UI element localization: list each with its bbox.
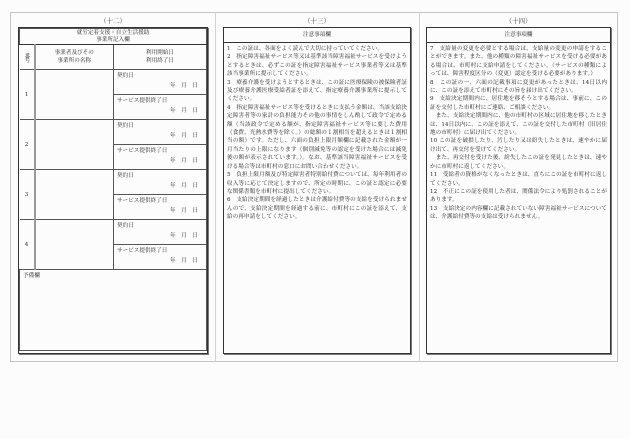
provider-record-table-box <box>18 27 208 354</box>
provider-name-cell[interactable] <box>35 170 114 220</box>
note-item: 10 この証を破損したり、汚したり又は紛失したときは、速やかに届け出て、再交付を受けてください。 <box>430 138 607 153</box>
note-item: 8 この証の一、六面の記載事項に変更があったときは、14日以内に、この証を添えて市町村にその旨を届け出てください。 <box>430 79 607 95</box>
notes-box-13 <box>223 27 411 354</box>
table-heading-line1: 就労定着支援・自立生活援助 <box>76 30 150 36</box>
note-item: 7 支給量の変更を必要とする場合は、支給量の変更の申請をすることができます。また、他の種類の障害福祉サービスを受ける必要がある場合は、市町村に支給申請をしてください。（サービスの種類によっては、障害程度区分の（変更）認定を受ける必要があります。） <box>430 46 607 78</box>
service-end-date-cell[interactable]: サービス提供終了日 年 月 日 <box>114 245 207 270</box>
note-item: 3 療養介護を受けようとするときは、この証に医療保険の被保険者証及び療養介護医療受給者証を添えて、指定療養介護事業所に提示してください。 <box>227 79 407 103</box>
panel-13-title: （十三） <box>304 17 330 25</box>
panel-divider <box>215 12 216 362</box>
contract-date-cell[interactable]: 契約日 年 月 日 <box>114 120 207 145</box>
contract-date-cell[interactable]: 契約日 年 月 日 <box>114 220 207 245</box>
column-header-dates: 利用開始日 利用終了日 <box>114 45 207 70</box>
note-item: 4 指定障害福祉サービス等を受けるときに支払う金額は、当該支給決定障害者等の家計の負担能力その他の事情をしん酌して政令で定める額（当該政令で定める額が、指定障害福祉サービス等に要した費用（食費、光熱水費等を除く。）の総額の１割相当を超えるときは１割相当の額）です。ただし、六面の負担上限月額欄に記載された金額が一月当たりの上限になります（個別減免等の認定を受けた場合には減免後の額が表示されています。）。なお、基準該当障害福祉サービスを受ける場合等は市町村の窓口にお問い合わせください。 <box>227 104 407 170</box>
table-row <box>20 120 207 145</box>
provider-record-table <box>19 28 207 351</box>
table-row <box>20 70 207 95</box>
remarks-field[interactable] <box>20 270 207 351</box>
note-item: また、支給決定期間内に、他の市町村の区域に居住地を移したときは、14日以内に、この証を添えて、この証を交付した市町村（旧居住地の市町村）に届け出てください。 <box>430 113 607 137</box>
notes-heading: 注意事項欄 <box>224 28 410 43</box>
row-number: 4 <box>20 220 35 270</box>
notes-box-14 <box>426 27 611 354</box>
column-header-number: 番号 <box>20 45 35 70</box>
notes-body <box>427 43 610 224</box>
note-item: また、再交付を受けた後、紛失したこの証を発見したときは、速やかに市町村に返してください。 <box>430 155 607 170</box>
service-end-date-cell[interactable]: サービス提供終了日 年 月 日 <box>114 145 207 170</box>
note-item: 5 負担上限月額及び特定障害者特別給付費については、毎年利用者の収入等に応じて決定しますので、所定の時期に、この証と認定に必要な関係書類を市町村に提出してください。 <box>227 172 407 195</box>
note-item: 6 支給決定期間を経過したときは介護給付費等の支給を受けられませんので、支給決定期間を経過する前に、市町村にこの証を添えて、支給の再申請をしてください。 <box>227 197 407 221</box>
provider-name-cell[interactable] <box>35 220 114 270</box>
row-number: 1 <box>20 70 35 120</box>
service-end-date-cell[interactable]: サービス提供終了日 年 月 日 <box>114 195 207 220</box>
provider-name-cell[interactable] <box>35 70 114 120</box>
column-header-provider: 事業者及びその 事業所の名称 <box>35 45 114 70</box>
contract-date-cell[interactable]: 契約日 年 月 日 <box>114 170 207 195</box>
notes-body <box>224 43 410 224</box>
provider-name-cell[interactable] <box>35 120 114 170</box>
table-heading <box>20 29 207 45</box>
table-row <box>20 170 207 195</box>
note-item: 11 受給者の資格がなくなったときは、直ちにこの証を市町村に返してください。 <box>430 172 607 187</box>
panel-14-title: （十四） <box>505 17 532 25</box>
panel-12-title: （十二） <box>100 17 126 25</box>
note-item: 9 支給決定期間内に、居住地を移そうとする場合は、事前に、この証を交付した市町村にご連絡、ご相談ください。 <box>430 96 607 111</box>
note-item: 2 指定障害福祉サービス等又は基準該当障害福祉サービスを受けようとするときは、必ずこの証を指定障害福祉サービス事業者等又は基準該当事業所に提示してください。 <box>227 54 407 78</box>
panel-divider <box>419 12 420 362</box>
note-item: 1 この証は、各面をよく読んで大切に持っていてください。 <box>227 46 383 52</box>
note-item: 13 支給決定の内容欄に記載されていない障害福祉サービスについては、介護給付費等の支給は受けられません。 <box>430 205 607 221</box>
contract-date-cell[interactable]: 契約日 年 月 日 <box>114 70 207 95</box>
table-heading-line2: 事業所記入欄 <box>96 37 130 43</box>
table-row <box>20 220 207 245</box>
note-item: 12 不正にこの証を使用した者は、関係法令により処罰されることがあります。 <box>430 188 607 204</box>
service-end-date-cell[interactable]: サービス提供終了日 年 月 日 <box>114 95 207 120</box>
remarks-label: 予備欄 <box>23 273 40 279</box>
row-number: 3 <box>20 170 35 220</box>
notes-heading: 注意事項欄 <box>427 28 610 43</box>
row-number: 2 <box>20 120 35 170</box>
